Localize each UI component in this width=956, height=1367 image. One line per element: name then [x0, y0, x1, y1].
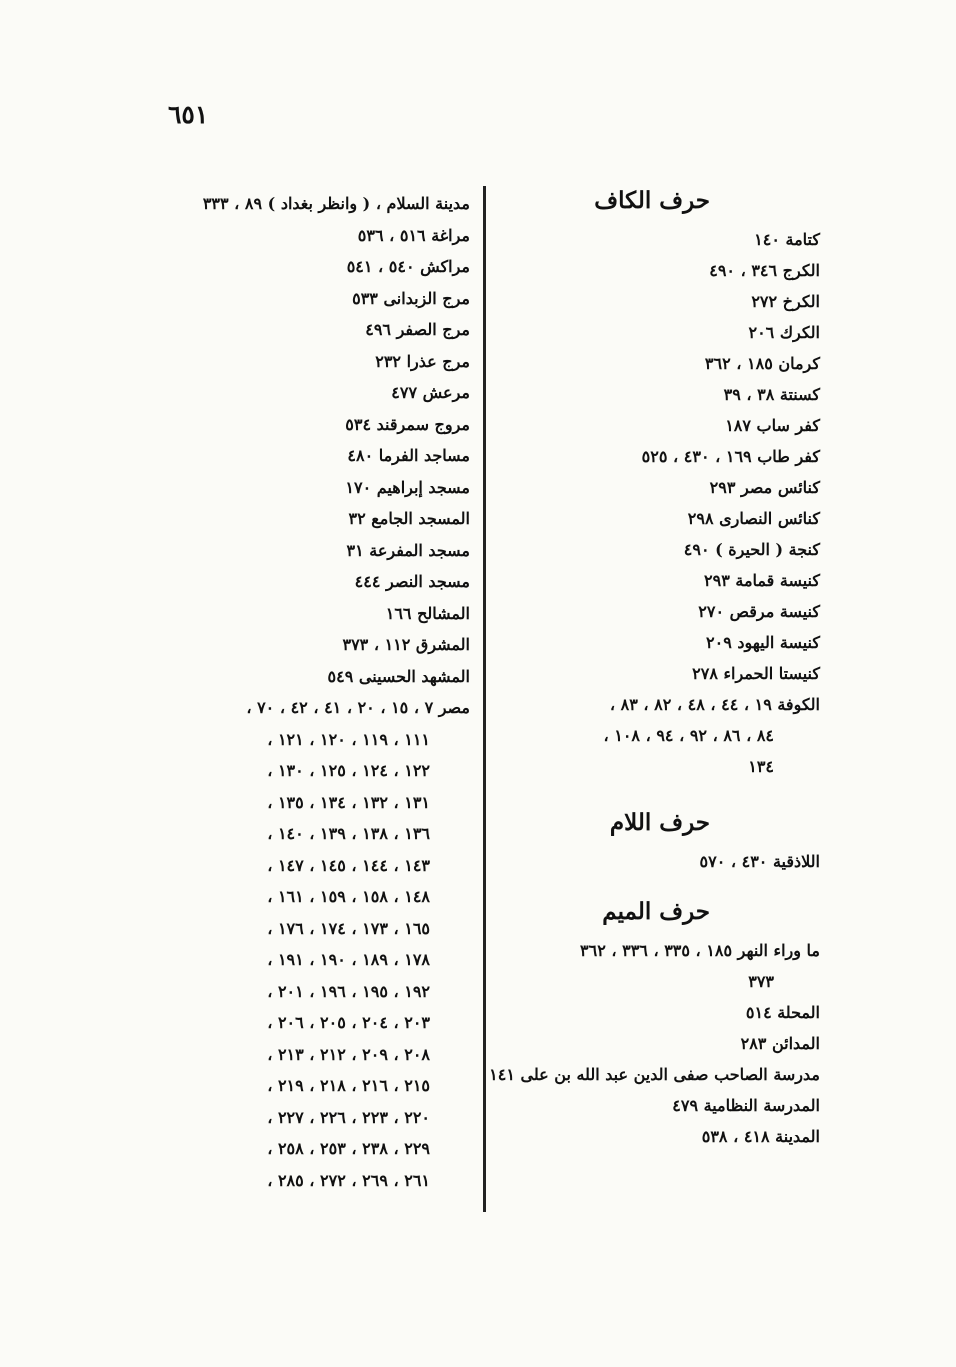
index-entry: المسجد الجامع ٣٢ [348, 509, 470, 528]
index-entry: ما وراء النهر ١٨٥ ، ٣٣٥ ، ٣٣٦ ، ٣٦٢ [580, 941, 820, 960]
index-entry: كسنتة ٣٨ ، ٣٩ [723, 385, 820, 404]
index-entry: كفر ساب ١٨٧ [725, 416, 820, 435]
index-entry: الكرك ٢٠٦ [748, 323, 820, 342]
index-entry: المشالح ١٦٦ [385, 603, 470, 623]
column-divider [483, 186, 486, 1212]
index-entry: اللاذقية ٤٣٠ ، ٥٧٠ [699, 852, 820, 871]
index-entry-continuation: ٢٠٣ ، ٢٠٤ ، ٢٠٥ ، ٢٠٦ ، [267, 1013, 430, 1032]
index-entry: كرمان ١٨٥ ، ٣٦٢ [704, 354, 820, 373]
section-heading-lam: حرف اللام [609, 809, 710, 836]
index-entry-continuation: ٢٠٨ ، ٢٠٩ ، ٢١٢ ، ٢١٣ ، [267, 1044, 430, 1064]
index-entry: المشرق ١١٢ ، ٣٧٣ [342, 635, 470, 654]
index-entry: مسجد إبراهيم ١٧٠ [345, 477, 470, 497]
index-entry-continuation: ٢٢٠ ، ٢٢٣ ، ٢٢٦ ، ٢٢٧ ، [267, 1107, 430, 1127]
index-entry: مراكش ٥٤٠ ، ٥٤١ [346, 257, 470, 276]
index-entry-continuation: ٨٤ ، ٨٦ ، ٩٢ ، ٩٤ ، ١٠٨ ، [603, 726, 774, 745]
index-entry: مرج الصفر ٤٩٦ [365, 320, 470, 339]
index-entry-continuation: ١٦٥ ، ١٧٣ ، ١٧٤ ، ١٧٦ ، [267, 918, 430, 938]
index-entry: مصر ٧ ، ١٥ ، ٢٠ ، ٤١ ، ٤٢ ، ٧٠ ، [246, 698, 470, 717]
index-entry: الكرج ٣٤٦ ، ٤٩٠ [709, 261, 820, 280]
index-entry: المدينة ٤١٨ ، ٥٣٨ [701, 1127, 820, 1146]
index-entry: مرج الزبدانى ٥٣٣ [352, 288, 470, 308]
index-entry: مساجد الفرما ٤٨٠ [347, 446, 470, 465]
page-number: ٦٥١ [168, 100, 209, 129]
index-entry: كنجة ( الحيرة ) ٤٩٠ [683, 540, 820, 559]
index-entry-continuation: ١٣٦ ، ١٣٨ ، ١٣٩ ، ١٤٠ ، [267, 824, 430, 843]
index-entry: كتامة ١٤٠ [754, 230, 820, 249]
index-entry: مدينة السلام ، ( وانظر بغداد ) ٨٩ ، ٣٣٣ [202, 194, 470, 213]
section-heading-kaf: حرف الكاف [594, 187, 710, 214]
index-entry: مسجد المفرعة ٣١ [346, 540, 470, 560]
index-entry-continuation: ١٣٤ [748, 757, 774, 776]
index-entry-continuation: ١٤٨ ، ١٥٨ ، ١٥٩ ، ١٦١ ، [267, 887, 430, 906]
index-entry: المشهد الحسينى ٥٤٩ [327, 666, 470, 686]
index-entry: كنيسة اليهود ٢٠٩ [706, 633, 820, 652]
index-entry-continuation: ١٢٢ ، ١٢٤ ، ١٢٥ ، ١٣٠ ، [267, 761, 430, 780]
index-entry: المدائن ٢٨٣ [740, 1034, 820, 1053]
index-entry: كنائس النصارى ٢٩٨ [687, 509, 820, 528]
index-entry: كنيستا الحمراء ٢٧٨ [692, 664, 820, 683]
index-entry: مرج عذرا ٢٣٢ [375, 351, 470, 371]
index-entry-continuation: ٢٢٩ ، ٢٣٨ ، ٢٥٣ ، ٢٥٨ ، [267, 1139, 430, 1158]
index-entry-continuation: ٢٦١ ، ٢٦٩ ، ٢٧٢ ، ٢٨٥ ، [267, 1170, 430, 1190]
index-entry-continuation: ٢١٥ ، ٢١٦ ، ٢١٨ ، ٢١٩ ، [267, 1076, 430, 1095]
index-entry: المحلة ٥١٤ [745, 1003, 820, 1022]
index-entry: كنائس مصر ٢٩٣ [709, 478, 820, 497]
index-entry: مدرسة الصاحب صفى الدين عبد الله بن على ١٤١ [489, 1065, 820, 1084]
index-entry: مراغة ٥١٦ ، ٥٣٦ [357, 225, 470, 245]
index-entry: كنيسة قمامة ٢٩٣ [704, 571, 820, 590]
index-entry-continuation: ٣٧٣ [748, 972, 774, 991]
index-entry-continuation: ١٣١ ، ١٣٢ ، ١٣٤ ، ١٣٥ ، [267, 792, 430, 812]
index-entry: كفر طاب ١٦٩ ، ٤٣٠ ، ٥٢٥ [641, 447, 820, 466]
index-entry: الكرخ ٢٧٢ [751, 292, 820, 311]
index-entry-continuation: ١٧٨ ، ١٨٩ ، ١٩٠ ، ١٩١ ، [267, 950, 430, 969]
index-entry-continuation: ١١١ ، ١١٩ ، ١٢٠ ، ١٢١ ، [267, 729, 430, 749]
index-entry: الكوفة ١٩ ، ٤٤ ، ٤٨ ، ٨٢ ، ٨٣ ، [609, 695, 820, 714]
right-column [489, 178, 820, 1152]
index-entry: مروج سمرقند ٥٣٤ [345, 414, 470, 434]
index-entry-continuation: ١٤٣ ، ١٤٤ ، ١٤٥ ، ١٤٧ ، [267, 855, 430, 875]
index-entry: كنيسة مرقص ٢٧٠ [698, 602, 820, 621]
section-heading-mim: حرف الميم [602, 898, 710, 925]
left-column [150, 188, 470, 1196]
index-entry: مسجد النصر ٤٤٤ [354, 572, 470, 591]
index-entry: المدرسة النظامية ٤٧٩ [672, 1096, 820, 1115]
index-entry: مرعش ٤٧٧ [391, 383, 470, 402]
index-entry-continuation: ١٩٢ ، ١٩٥ ، ١٩٦ ، ٢٠١ ، [267, 981, 430, 1001]
